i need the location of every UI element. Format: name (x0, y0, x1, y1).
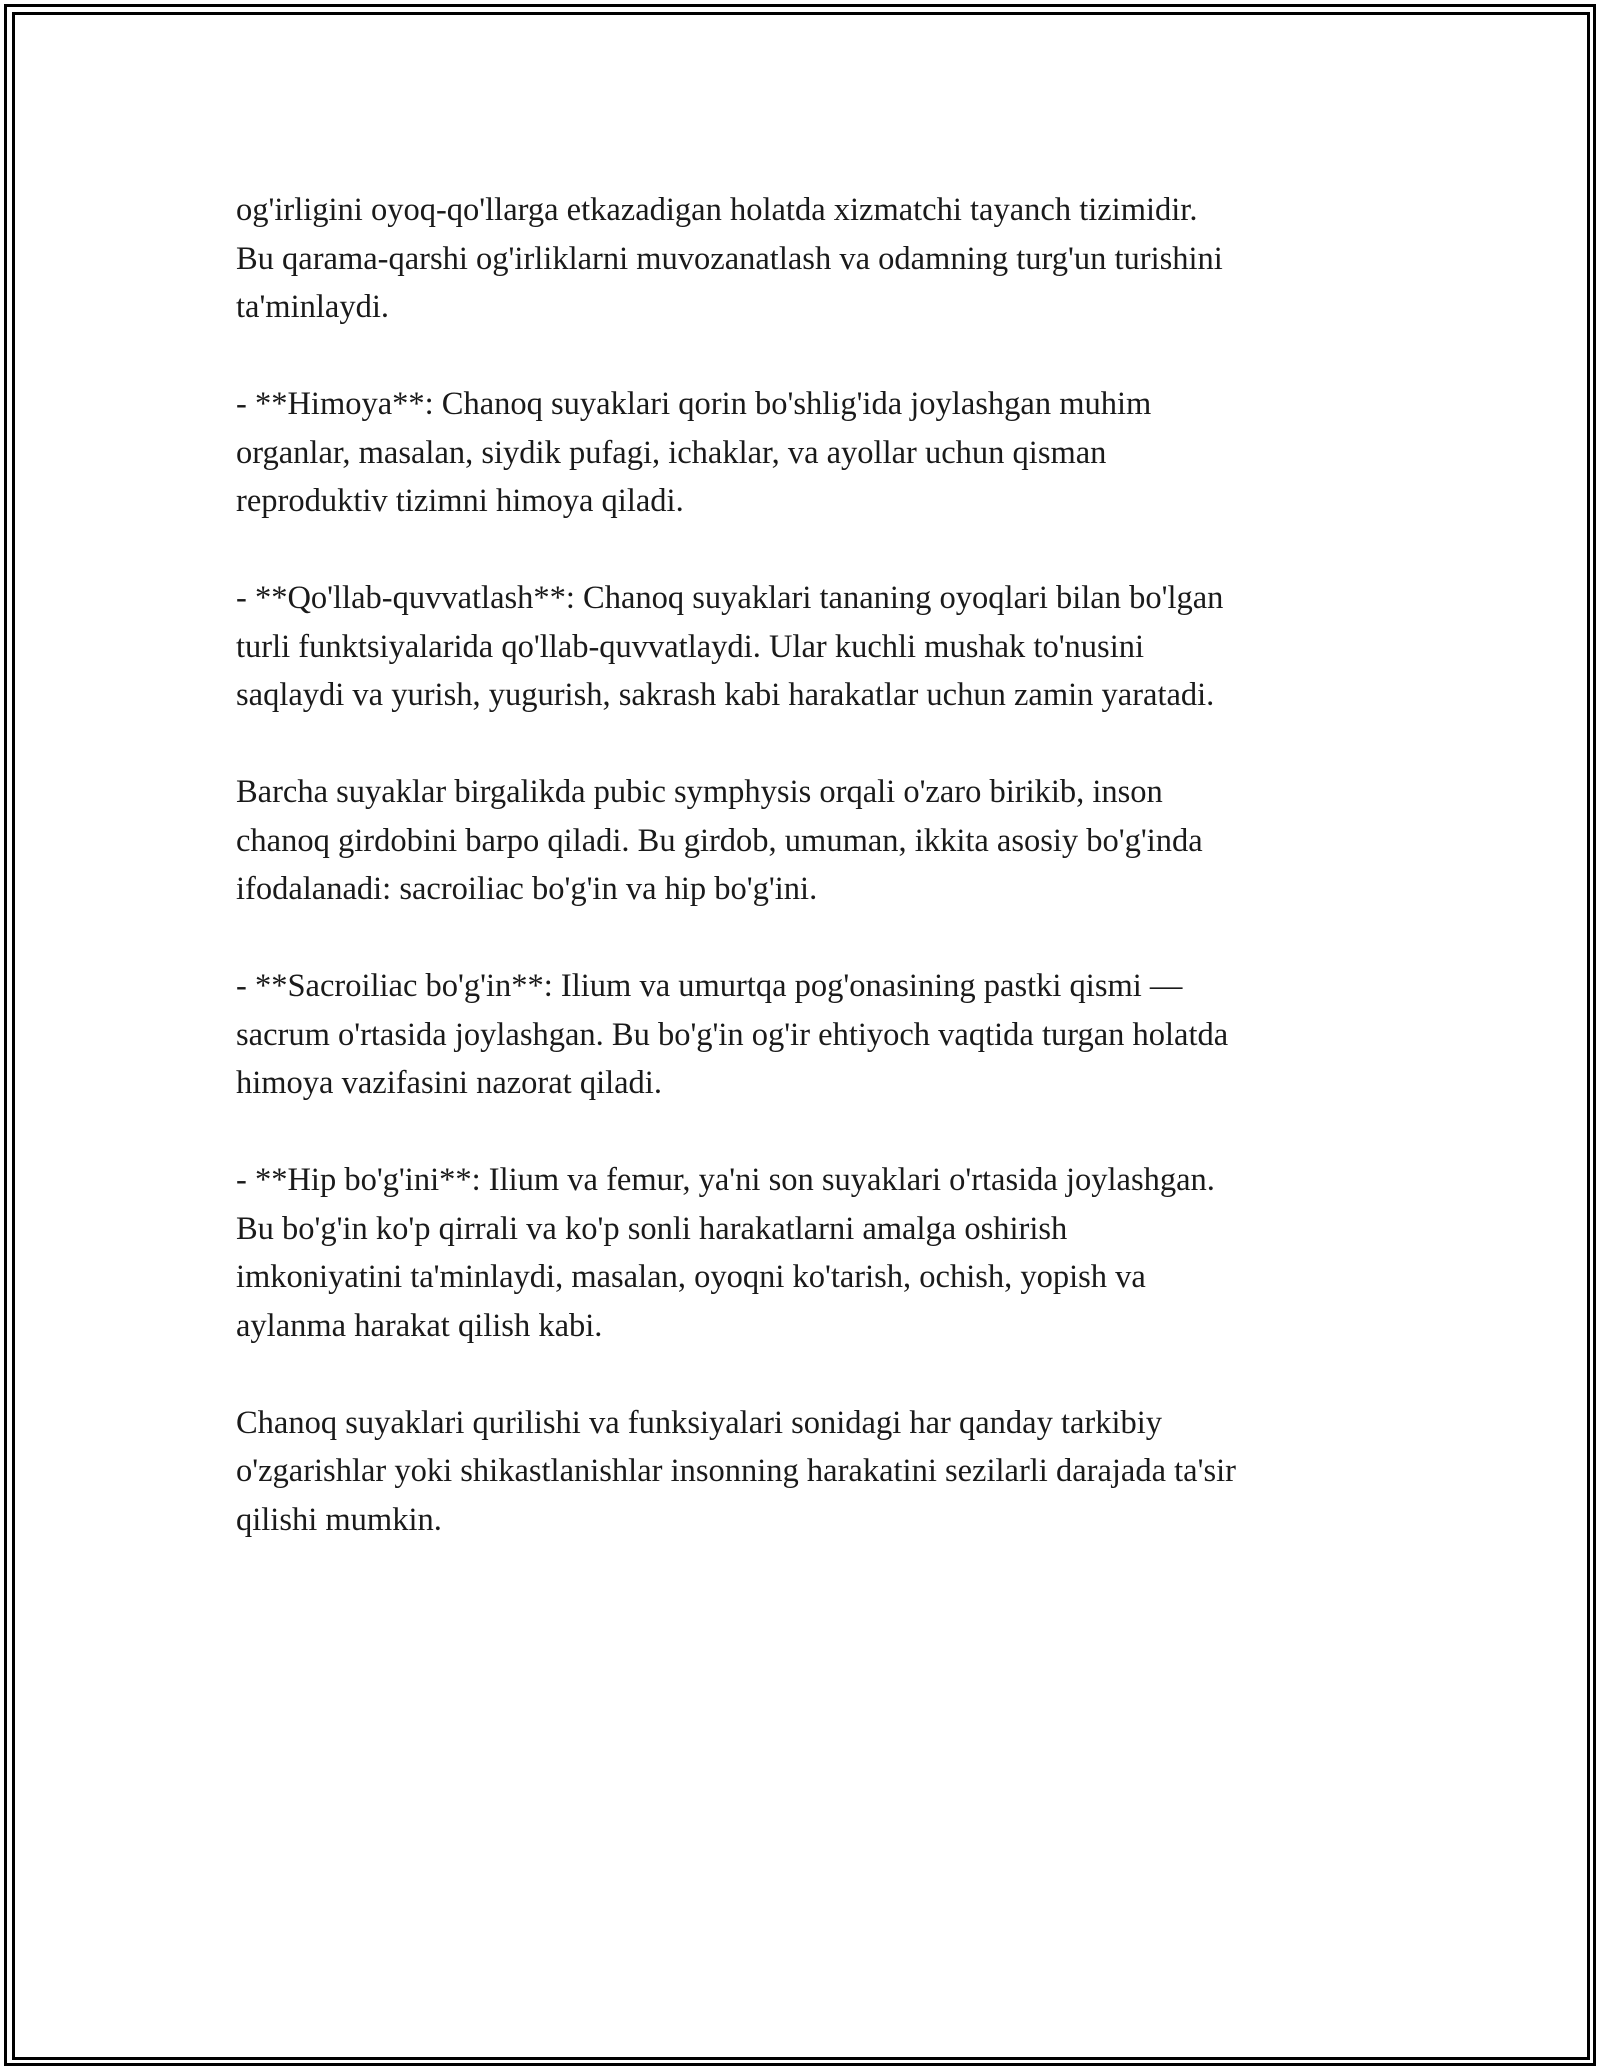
text-line: ifodalanadi: sacroiliac bo'g'in va hip bo'g'ini. (236, 871, 818, 907)
text-line: turli funktsiyalarida qo'llab-quvvatlaydi. Ular kuchli mushak to'nusini (236, 628, 1145, 665)
paragraph-hip (236, 1156, 1376, 1350)
text-line: ta'minlaydi. (236, 289, 389, 325)
paragraph-himoya (236, 380, 1376, 526)
text-line: aylanma harakat qilish kabi. (236, 1307, 603, 1344)
text-line: - **Hip bo'g'ini**: Ilium va femur, ya'ni son suyaklari o'rtasida joylashgan. (236, 1162, 1215, 1198)
text-line: sacrum o'rtasida joylashgan. Bu bo'g'in og'ir ehtiyoch vaqtida turgan holatda (236, 1016, 1229, 1053)
text-line: og'irligini oyoq-qo'llarga etkazadigan holatda xizmatchi tayanch tizimidir. (236, 192, 1198, 228)
text-line: reproduktiv tizimni himoya qiladi. (236, 483, 684, 519)
text-line: o'zgarishlar yoki shikastlanishlar insonning harakatini sezilarli darajada ta'sir (236, 1453, 1236, 1489)
paragraph-sacroiliac (236, 962, 1376, 1108)
text-line: Bu bo'g'in ko'p qirrali va ko'p sonli harakatlarni amalga oshirish (236, 1210, 1068, 1247)
paragraph-qollab-quvvatlash (236, 574, 1376, 720)
paragraph-barcha-suyaklar (236, 768, 1376, 914)
text-line: - **Sacroiliac bo'g'in**: Ilium va umurtqa pog'onasining pastki qismi — (236, 968, 1183, 1004)
text-line: chanoq girdobini barpo qiladi. Bu girdob, umuman, ikkita asosiy bo'g'inda (236, 822, 1203, 859)
text-line: Bu qarama-qarshi og'irliklarni muvozanatlash va odamning turg'un turishini (236, 240, 1223, 277)
text-line: himoya vazifasini nazorat qiladi. (236, 1065, 662, 1101)
text-line: qilishi mumkin. (236, 1501, 442, 1538)
text-line: - **Qo'llab-quvvatlash**: Chanoq suyaklari tananing oyoqlari bilan bo'lgan (236, 580, 1224, 616)
text-line: imkoniyatini ta'minlaydi, masalan, oyoqni ko'tarish, ochish, yopish va (236, 1259, 1146, 1295)
text-line: Barcha suyaklar birgalikda pubic symphysis orqali o'zaro birikib, inson (236, 774, 1163, 810)
text-line: organlar, masalan, siydik pufagi, ichaklar, va ayollar uchun qisman (236, 434, 1107, 471)
text-line: - **Himoya**: Chanoq suyaklari qorin bo'shlig'ida joylashgan muhim (236, 386, 1152, 422)
text-line: Chanoq suyaklari qurilishi va funksiyalari sonidagi har qanday tarkibiy (236, 1404, 1163, 1441)
paragraph-conclusion (236, 1399, 1376, 1545)
text-line: saqlaydi va yurish, yugurish, sakrash kabi harakatlar uchun zamin yaratadi. (236, 677, 1215, 713)
document-body (236, 186, 1376, 1593)
paragraph-support-intro (236, 186, 1376, 332)
